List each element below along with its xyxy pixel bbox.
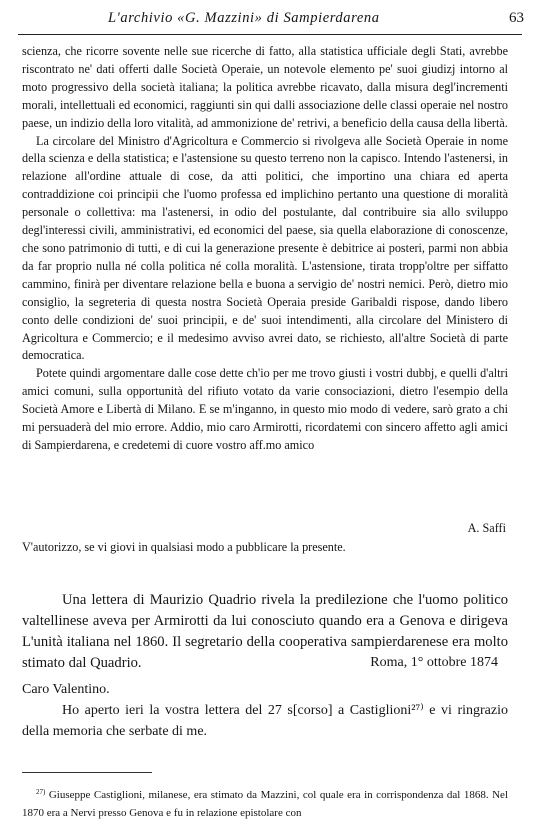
letter-two-date: Roma, 1° ottobre 1874 bbox=[370, 655, 498, 670]
letter-two-salutation: Caro Valentino. bbox=[22, 682, 110, 697]
footnote-text: Giuseppe Castiglioni, milanese, era stimato da Mazzini, col quale era in corrispondenza dal 1868. Nel 1870 era a Nervi presso Genova e fu in relazione epistolare con bbox=[22, 789, 508, 819]
letter-one-body bbox=[22, 43, 508, 455]
letter-one-paragraph-2: La circolare del Ministro d'Agricoltura e Commercio si rivolgeva alle Società Operaie in nome della scienza e della statistica; e l'astensione su questo terreno non la capisco. Intendo l'astenersi, in relazione all'ordine attuale di cose, da atti politici, che importino una chiara ed aperta contraddizione coi principii che l'uomo professa ed implichino pertanto una questione di moralità personale o collettiva: ma l'astenersi, in odio del postulante, dal contribuire sia allo sviluppo degl'interessi civili, amministrativi, ed economici del paese, sia quella elaborazione di conoscenze, che sono patrimonio di tutti, e di cui la generazione presente è debitrice ai posteri, parmi non abbia da far proprio nulla né colla politica né colla moralità. L'astensione, tirata tropp'oltre per siffatto cammino, finirà per diventare relazione bella e buona a servigio de' nostri nemici. Però, dietro mio consiglio, la segreteria di questa nostra Società Operaia preside Garibaldi rispose, dando libero conto delle condizioni de' suoi principii, e de' suoi intendimenti, alla circolare del Ministero di Agricoltura e Commercio; e il medesimo avviso avrei dato, se richiesto, all'altre Società di parte democratica. bbox=[22, 133, 508, 363]
footnote-mark: 27) bbox=[36, 788, 46, 796]
header-rule bbox=[18, 34, 522, 35]
footnote bbox=[22, 783, 508, 822]
running-title: L'archivio «G. Mazzini» di Sampierdarena bbox=[108, 10, 380, 26]
letter-one-paragraph-3: Potete quindi argomentare dalle cose dette ch'io per me trovo giusti i vostri dubbj, e quelli d'altri amici comuni, sulla opportunità del rifiuto votato da varie consociazioni, dietro l'esempio della Società Amore e Libertà di Milano. E se m'inganno, in questo mio modo di vedere, sarò grato a chi mi persuaderà del mio errore. Addio, mio caro Armirotti, ricordatemi con sincero affetto agli amici di Sampierdarena, e credetemi di cuore vostro aff.mo amico bbox=[22, 366, 508, 452]
intro-paragraph: Una lettera di Maurizio Quadrio rivela la predilezione che l'uomo politico valtellinese aveva per Armirotti da lui conosciuto quando era a Genova e dirigeva L'unità italiana nel 1860. Il segretario della cooperativa sampierdarenese era molto stimato dal Quadrio. bbox=[22, 592, 508, 671]
letter-two-body-block bbox=[22, 700, 508, 742]
page-number: 63 bbox=[509, 10, 524, 26]
letter-one-paragraph-1: scienza, che ricorre sovente nelle sue ricerche di fatto, alla statistica ufficiale degli Stati, avrebbe riscontrato ne' dati offerti dalle Società Operaie, un notevole elemento pe' suoi giudizj intorno al moto progressivo della società italiana; la politica avrebbe ricavato, dalla misura degl'incrementi morali, intellettuali ed economici, raggiunti sin qui dalli associazione delle classi operaie nel nostro paese, un indizio della loro vitalità, ad ammonizione de' retrivi, a beneficio della causa della libertà. bbox=[22, 44, 508, 130]
postscript: V'autorizzo, se vi giovi in qualsiasi modo a pubblicare la presente. bbox=[22, 540, 346, 554]
page-header bbox=[28, 10, 526, 32]
footnote-rule bbox=[22, 772, 152, 773]
signature: A. Saffi bbox=[467, 521, 506, 535]
letter-two-body: Ho aperto ieri la vostra lettera del 27 s[corso] a Castiglioni²⁷⁾ e vi ringrazio della memoria che serbate di me. bbox=[22, 703, 508, 739]
